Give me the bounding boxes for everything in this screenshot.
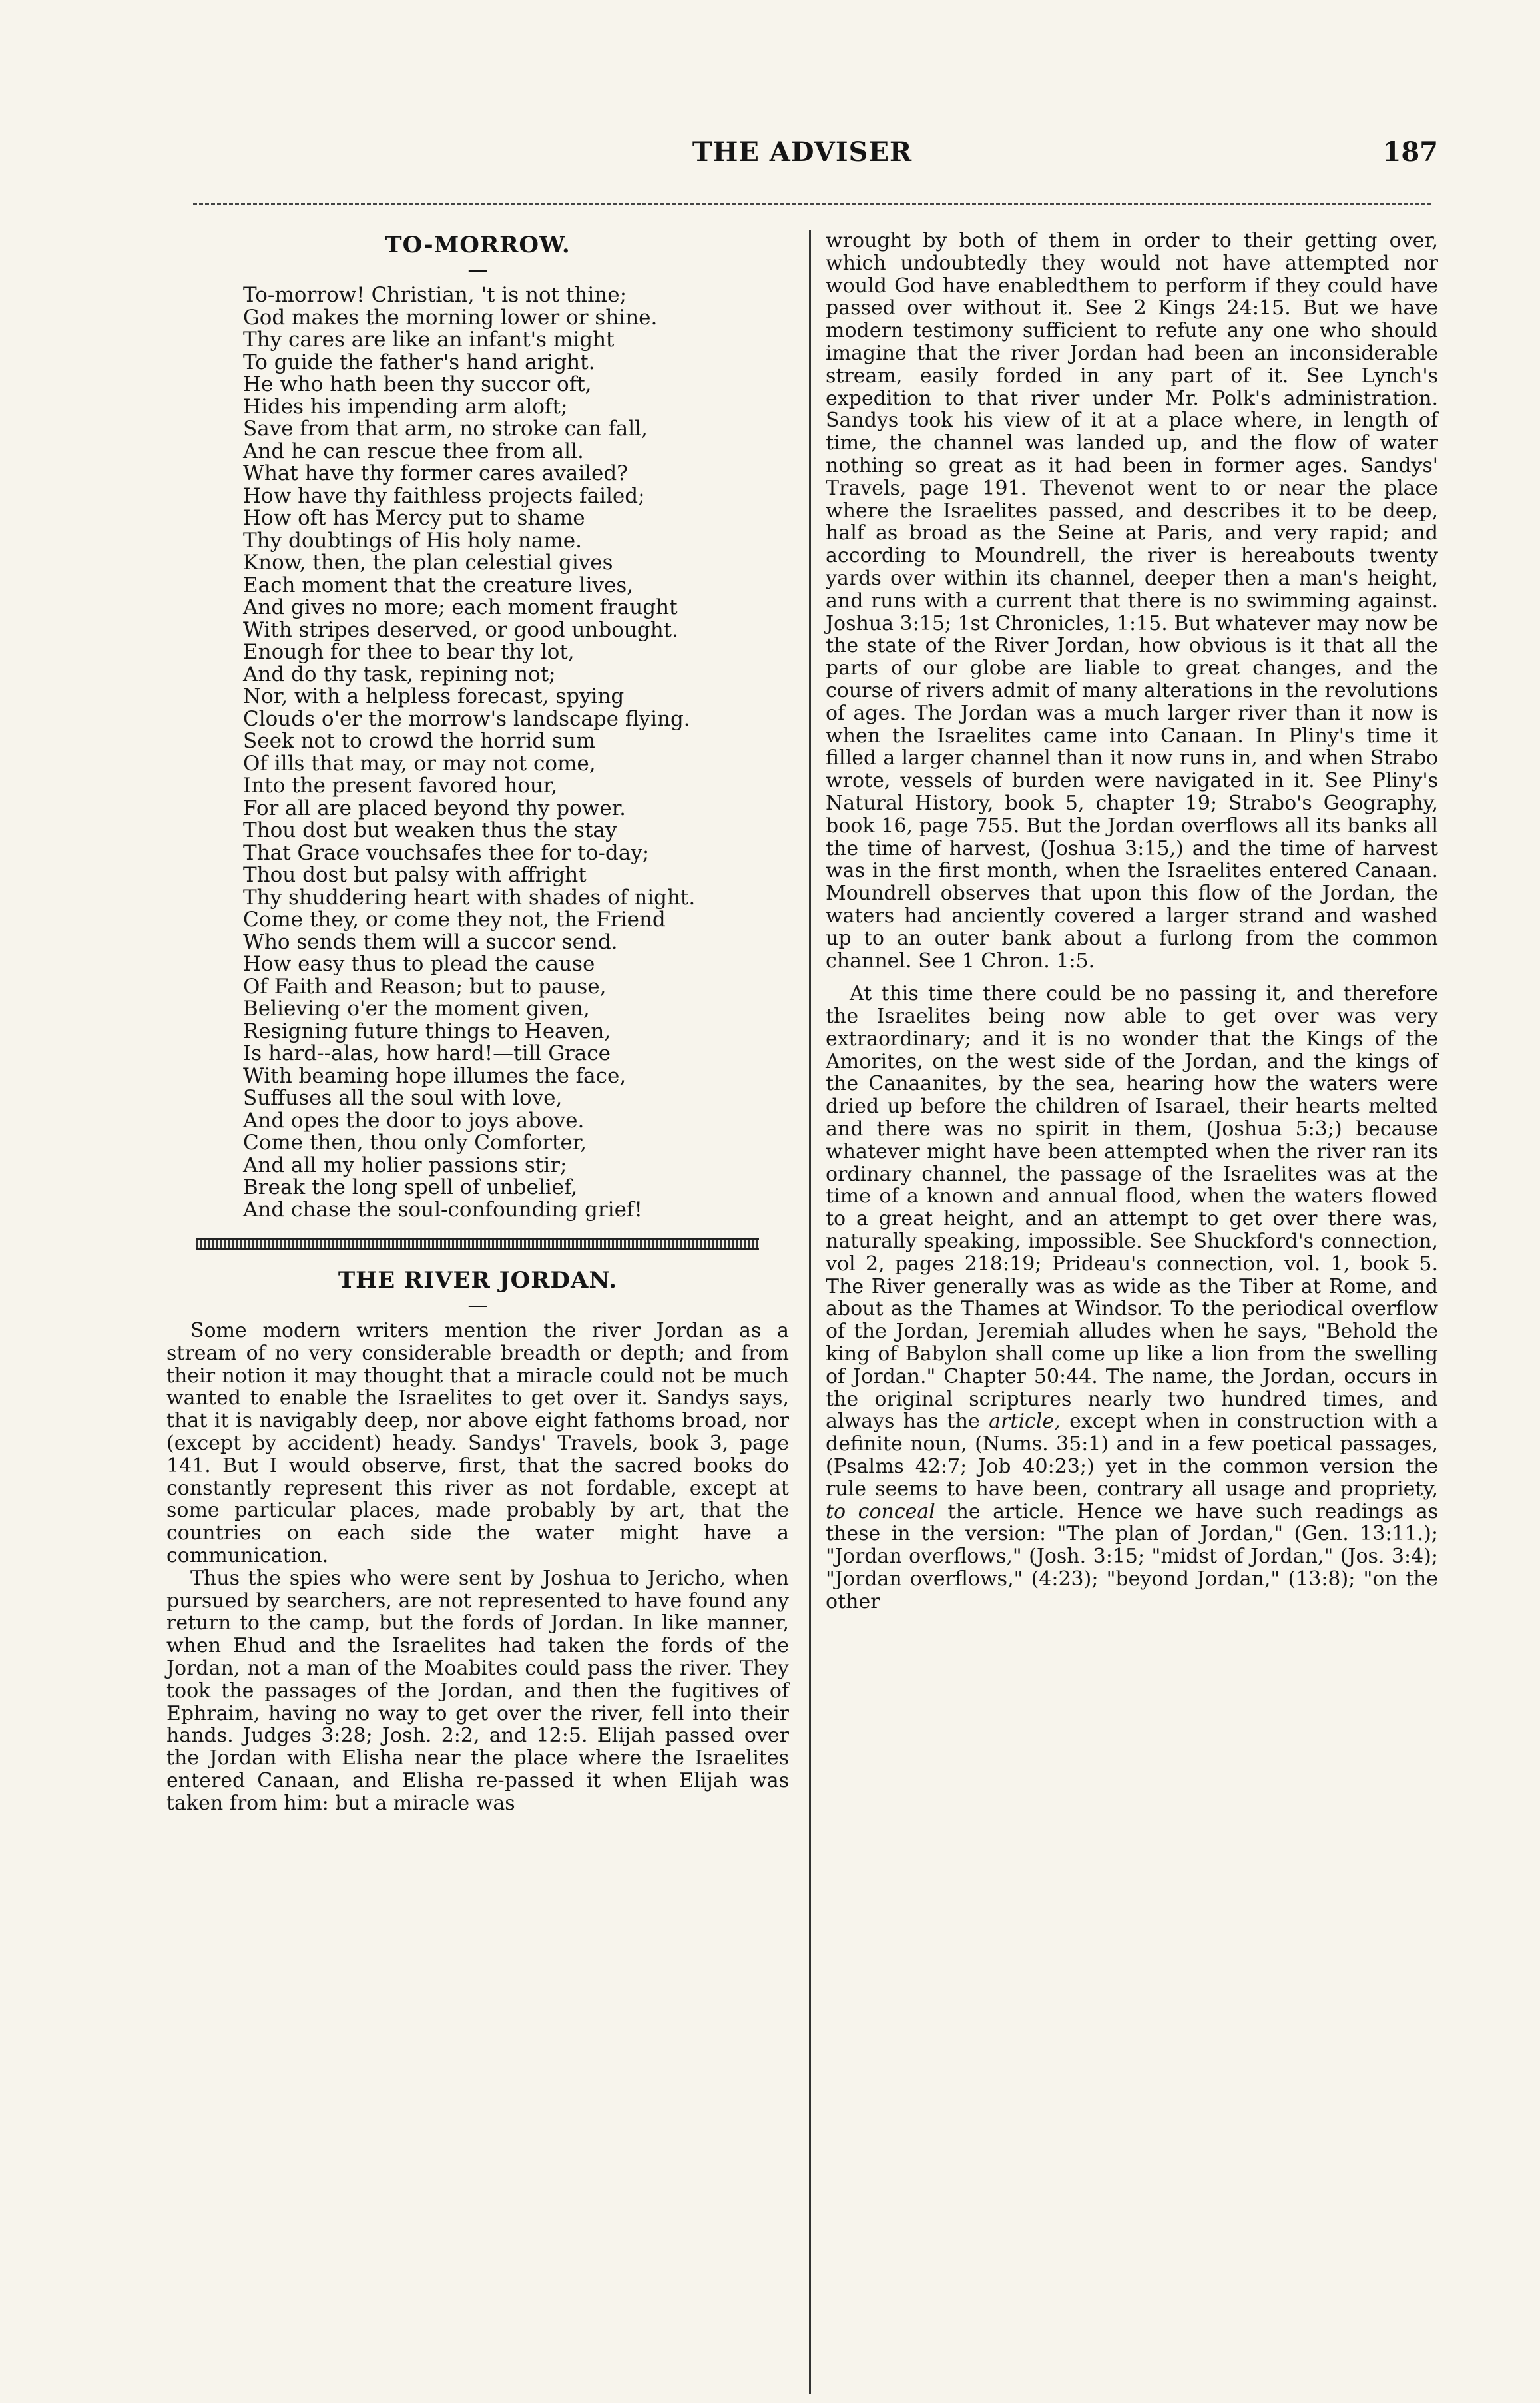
poem-line: Who sends them will a succor send.: [243, 931, 618, 953]
poem-line: And he can rescue thee from all.: [243, 440, 584, 463]
page-number: 187: [1382, 136, 1438, 168]
poem-line: Come they, or come they not, the Friend: [243, 909, 666, 932]
poem-line: To-morrow! Christian, 't is not thine;: [243, 284, 627, 307]
article-title: THE RIVER JORDAN.: [338, 1267, 618, 1294]
page-header: [166, 136, 1438, 176]
article-paragraph-4-part-2: except when in construction with a definite noun, (Nums. 35:1) and in a few poetical passages, (Psalms 42:7; Job 40:23;) yet in the common version the rule seems to have been, contrary all usage and propriety,: [826, 1410, 1438, 1501]
article-paragraph-4-part-3: the article. Hence we have such readings as these in the version: "The plan of Jordan," (Gen. 13:11.); "Jordan overflows," (Josh. 3:15; "midst of Jordan," (Jos. 3:4); "Jordan overflows," (4:23); "beyond Jordan," (13:8); "on the other: [826, 1499, 1439, 1613]
poem-line: Resigning future things to Heaven,: [243, 1020, 611, 1043]
poem-line: What have thy former cares availed?: [243, 463, 628, 485]
poem-line: How easy thus to plead the cause: [243, 953, 595, 976]
poem-line: Each moment that the creature lives,: [243, 574, 634, 597]
poem-line: With stripes deserved, or good unbought.: [243, 619, 678, 641]
poem-line: And chase the soul-confounding grief!: [243, 1199, 642, 1221]
poem-line: How oft has Mercy put to shame: [243, 507, 585, 530]
poem-line: And gives no more; each moment fraught: [243, 597, 678, 619]
poem-line: Thy shuddering heart with shades of night.: [243, 886, 696, 909]
poem-line: Thy cares are like an infant's might: [243, 329, 615, 352]
poem-line: And do thy task, repining not;: [243, 663, 556, 686]
poem-line: Hides his impending arm aloft;: [243, 396, 568, 418]
right-column: [826, 230, 1438, 1613]
poem-line: Of Faith and Reason; but to pause,: [243, 975, 607, 998]
poem-line: Thou dost but palsy with affright: [243, 864, 587, 887]
poem-line: Break the long spell of unbelief,: [243, 1177, 578, 1199]
header-rule: [193, 203, 1431, 208]
poem-line: Enough for thee to bear thy lot,: [243, 641, 575, 664]
poem-line: Seek not to crowd the horrid sum: [243, 730, 596, 753]
poem-line: To guide the father's hand aright.: [243, 351, 595, 374]
poem-line: Of ills that may, or may not come,: [243, 752, 596, 775]
italic-to-conceal: to conceal: [826, 1499, 935, 1523]
poem-body: [166, 284, 789, 1221]
poem-title: TO-MORROW.: [385, 232, 571, 258]
poem-line: He who hath been thy succor oft,: [243, 374, 592, 396]
poem-line: Thou dost but weaken thus the stay: [243, 820, 617, 842]
poem-title-separator: —: [467, 258, 488, 282]
poem-line: Suffuses all the soul with love,: [243, 1087, 563, 1110]
poem-line: Come then, thou only Comforter,: [243, 1132, 587, 1155]
poem-line: Thy doubtings of His holy name.: [243, 529, 582, 552]
article-paragraph-2: Thus the spies who were sent by Joshua to Jericho, when pursued by searchers, are not represented to have found any return to the camp, but the fords of Jordan. In like manner, when Ehud and the Israelites had taken the fords of the Jordan, not a man of the Moabites could pass the river. They took the passages of the Jordan, and then the fugitives of Ephraim, having no way to get over the river, fell into their hands. Judges 3:28; Josh. 2:2, and 12:5. Elijah passed over the Jordan with Elisha near the place where the Israelites entered Canaan, and Elisha re-passed it when Elijah was taken from him: but a miracle was: [166, 1566, 789, 1815]
poem-line: That Grace vouchsafes thee for to-day;: [243, 842, 650, 864]
italic-article-word: article,: [989, 1410, 1061, 1434]
poem-line: Save from that arm, no stroke can fall,: [243, 418, 648, 441]
running-title: THE ADVISER: [692, 136, 913, 168]
section-ornament: [196, 1238, 759, 1250]
article-paragraph-1: Some modern writers mention the river Jordan as a stream of no very considerable breadth or depth; and from their notion it may thought that a miracle could not be much wanted to enable the Israelites to get over it. Sandys says, that it is navigably deep, nor above eight fathoms broad, nor (except by accident) heady. Sandys' Travels, book 3, page 141. But I would observe, first, that the sacred books do constantly represent this river as not fordable, except at some particular places, made probably by art, that the countries on each side the water might have a communication.: [166, 1319, 789, 1567]
poem-line: Into the present favored hour,: [243, 775, 558, 798]
poem-line: God makes the morning lower or shine.: [243, 306, 658, 329]
poem-line: And opes the door to joys above.: [243, 1109, 585, 1132]
poem-line: And all my holier passions stir;: [243, 1154, 567, 1177]
poem-line: Nor, with a helpless forecast, spying: [243, 686, 625, 708]
column-divider: [809, 230, 811, 2394]
article-paragraph-3: wrought by both of them in order to their getting over, which undoubtedly they would not have attempted nor would God have enabledthem to perform if they could have passed over without it. See 2 Kings 24:15. But we have modern testimony sufficient to refute any one who should imagine that the river Jordan had been an inconsiderable stream, easily forded in any part of it. See Lynch's expedition to that river under Mr. Polk's administration. Sandys took his view of it at a place where, in length of time, the channel was landed up, and the flow of water nothing so great as it had been in former ages. Sandys' Travels, page 191. Thevenot went to or near the place where the Israelites passed, and describes it to be deep, half as broad as the Seine at Paris, and very rapid; and according to Moundrell, the river is hereabouts twenty yards over within its channel, deeper then a man's height, and runs with a current that there is no swimming against. Joshua 3:15; 1st Chronicles, 1:15. But whatever may now be the state of the River Jordan, how obvious is it that all the parts of our globe are liable to great changes, and the course of rivers admit of many alterations in the revolutions of ages. The Jordan was a much larger river than it now is when the Israelites came into Canaan. In Pliny's time it filled a larger channel than it now runs in, and when Strabo wrote, vessels of burden were navigated in it. See Pliny's Natural History, book 5, chapter 19; Strabo's Geography, book 16, page 755. But the Jordan overflows all its banks all the time of harvest, (Joshua 3:15,) and the time of harvest was in the first month, when the Israelites entered Canaan. Moundrell observes that upon this flow of the Jordan, the waters had anciently covered a larger strand and washed up to an outer bank about a furlong from the common channel. See 1 Chron. 1:5.: [826, 229, 1438, 973]
article-title-separator: —: [467, 1294, 488, 1317]
poem-line: Is hard--alas, how hard!—till Grace: [243, 1043, 611, 1065]
article-paragraph-4-part-1: At this time there could be no passing it, and therefore the Israelites being now able to get over was very extraordinary; and it is no wonder that the Kings of the Amorites, on the west side of the Jordan, and the kings of the Canaanites, by the sea, hearing how the waters were dried up before the children of Isarael, their hearts melted and there was no spirit in them, (Joshua 5:3;) because whatever might have been attempted when the river ran its ordinary channel, the passage of the Israelites was at the time of a known and annual flood, when the waters flowed to a great height, and an attempt to get over there was, naturally speaking, impossible. See Shuckford's connection, vol 2, pages 218:19; Prideau's connection, vol. 1, book 5. The River generally was as wide as the Tiber at Rome, and about as the Thames at Windsor. To the periodical overflow of the Jordan, Jeremiah alludes when he says, "Behold the king of Babylon shall come up like a lion from the swelling of Jordan." Chapter 50:44. The name, the Jordan, occurs in the original scriptures nearly two hundred times, and always has the: [826, 982, 1438, 1434]
article-paragraph-4: [826, 983, 1438, 1613]
left-column: [166, 230, 789, 1815]
poem-line: How have thy faithless projects failed;: [243, 485, 645, 507]
poem-line: For all are placed beyond thy power.: [243, 797, 626, 820]
poem-line: Know, then, the plan celestial gives: [243, 552, 613, 575]
poem-line: Believing o'er the moment given,: [243, 998, 590, 1021]
poem-line: With beaming hope illumes the face,: [243, 1065, 627, 1087]
poem-line: Clouds o'er the morrow's landscape flying.: [243, 708, 690, 730]
